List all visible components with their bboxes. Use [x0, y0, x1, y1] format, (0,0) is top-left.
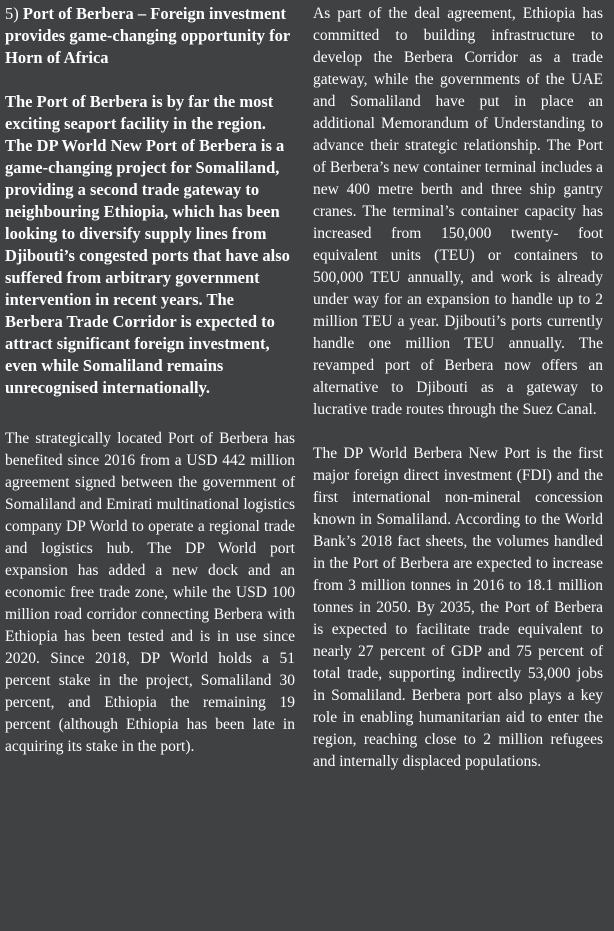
left-column [5, 3, 295, 758]
title-text: Port of Berbera – Foreign investment provides game-changing opportunity for Horn of Africa [5, 4, 290, 67]
body-paragraph-1: The strategically located Port of Berbera has benefited since 2016 from a USD 442 million agreement signed between the government of Somaliland and Emirati multinational logistics company DP World to operate a regional trade and logistics hub. The DP World port expansion has added a new dock and an economic free trade zone, while the USD 100 million road corridor connecting Berbera with Ethiopia has been tested and is in use since 2020. Since 2018, DP World holds a 51 percent stake in the project, Somaliland 30 percent, and Ethiopia the remaining 19 percent (although Ethiopia has been late in acquiring its stake in the port). [5, 430, 295, 755]
section-number: 5) [5, 4, 19, 23]
body-paragraph-3: The DP World Berbera New Port is the first major foreign direct investment (FDI) and the first international non-mineral concession known in Somaliland. According to the World Bank’s 2018 fact sheets, the volumes handled in the Port of Berbera are expected to increase from 3 million tonnes in 2016 to 18.1 million tonnes in 2050. By 2035, the Port of Berbera is expected to facilitate trade equivalent to nearly 27 percent of GDP and 75 percent of total trade, supporting indirectly 53,000 jobs in Somaliland. Berbera port also plays a key role in enabling humanitarian aid to enter the region, reaching close to 2 million refugees and internally displaced populations. [313, 445, 603, 770]
article-title [5, 3, 295, 69]
right-column [313, 3, 603, 773]
lead-paragraph: The Port of Berbera is by far the most exciting seaport facility in the region. The DP World New Port of Berbera is a game-changing project for Somaliland, providing a second trade gateway to neighbouring Ethiopia, which has been looking to diversify supply lines from Djibouti’s congested ports that have also suffered from arbitrary government intervention in recent years. The Berbera Trade Corridor is expected to attract significant foreign investment, even while Somaliland remains unrecognised internationally. [5, 92, 290, 397]
body-paragraph-2: As part of the deal agreement, Ethiopia has committed to building infrastructure to develop the Berbera Corridor as a trade gateway, while the governments of the UAE and Somaliland have put in place an additional Memorandum of Understanding to advance their strategic relationship. The Port of Berbera’s new container terminal includes a new 400 metre berth and three ship gantry cranes. The terminal’s container capacity has increased from 150,000 twenty- foot equivalent units (TEU) or containers to 500,000 TEU annually, and work is already under way for an expansion to handle up to 2 million TEU a year. Djibouti’s ports currently handle one million TEU annually. The revamped port of Berbera now offers an alternative to Djibouti as a gateway to lucrative trade routes through the Suez Canal. [313, 5, 603, 418]
